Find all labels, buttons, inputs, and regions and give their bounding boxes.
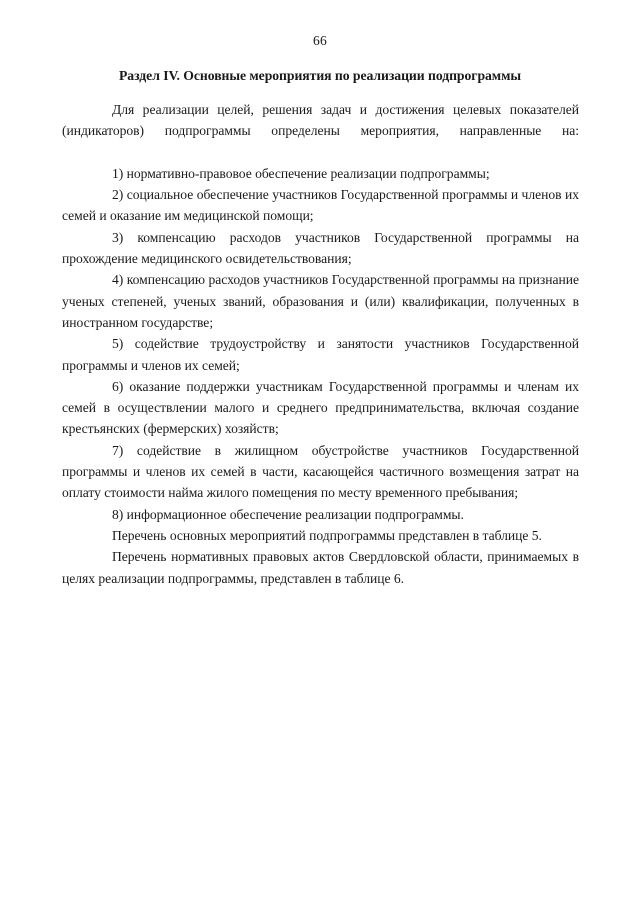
paragraph-table-5-reference: Перечень основных мероприятий подпрограммы представлен в таблице 5. [112, 527, 542, 543]
paragraph-item-6: 6) оказание поддержки участникам Государственной программы и членам их семей в осуществлении малого и среднего предпринимательства, включая создание крестьянских (фермерских) хозяйств; [62, 378, 579, 437]
paragraph-intro: Для реализации целей, решения задач и достижения целевых показателей (индикаторов) подпрограммы определены мероприятия, направленные на: [62, 102, 579, 139]
paragraph-item-5: 5) содействие трудоустройству и занятости участников Государственной программы и членов их семей; [62, 336, 579, 373]
paragraph-item-1: 1) нормативно-правовое обеспечение реализации подпрограммы; [112, 165, 490, 181]
paragraph-item-3: 3) компенсацию расходов участников Государственной программы на прохождение медицинского освидетельствования; [62, 229, 579, 267]
paragraph-item-8: 8) информационное обеспечение реализации подпрограммы. [112, 506, 464, 522]
paragraph-item-4: 4) компенсацию расходов участников Государственной программы на признание ученых степеней, ученых званий, образования и (или) квалификации, полученных в иностранном государстве; [62, 272, 579, 330]
page-title: Раздел IV. Основные мероприятия по реализации подпрограммы [118, 68, 521, 84]
page-number: 66 [313, 33, 327, 48]
paragraph-item-7: 7) содействие в жилищном обустройстве участников Государственной программы и членов их семей в части, касающейся частичного возмещения затрат на оплату стоимости найма жилого помещения по месту временного пребывания; [62, 442, 579, 501]
document-body [62, 99, 579, 589]
paragraph-table-6-reference: Перечень нормативных правовых актов Свердловской области, принимаемых в целях реализации подпрограммы, представлен в таблице 6. [62, 549, 579, 586]
paragraph-item-2: 2) социальное обеспечение участников Государственной программы и членов их семей и оказание им медицинской помощи; [62, 187, 579, 224]
